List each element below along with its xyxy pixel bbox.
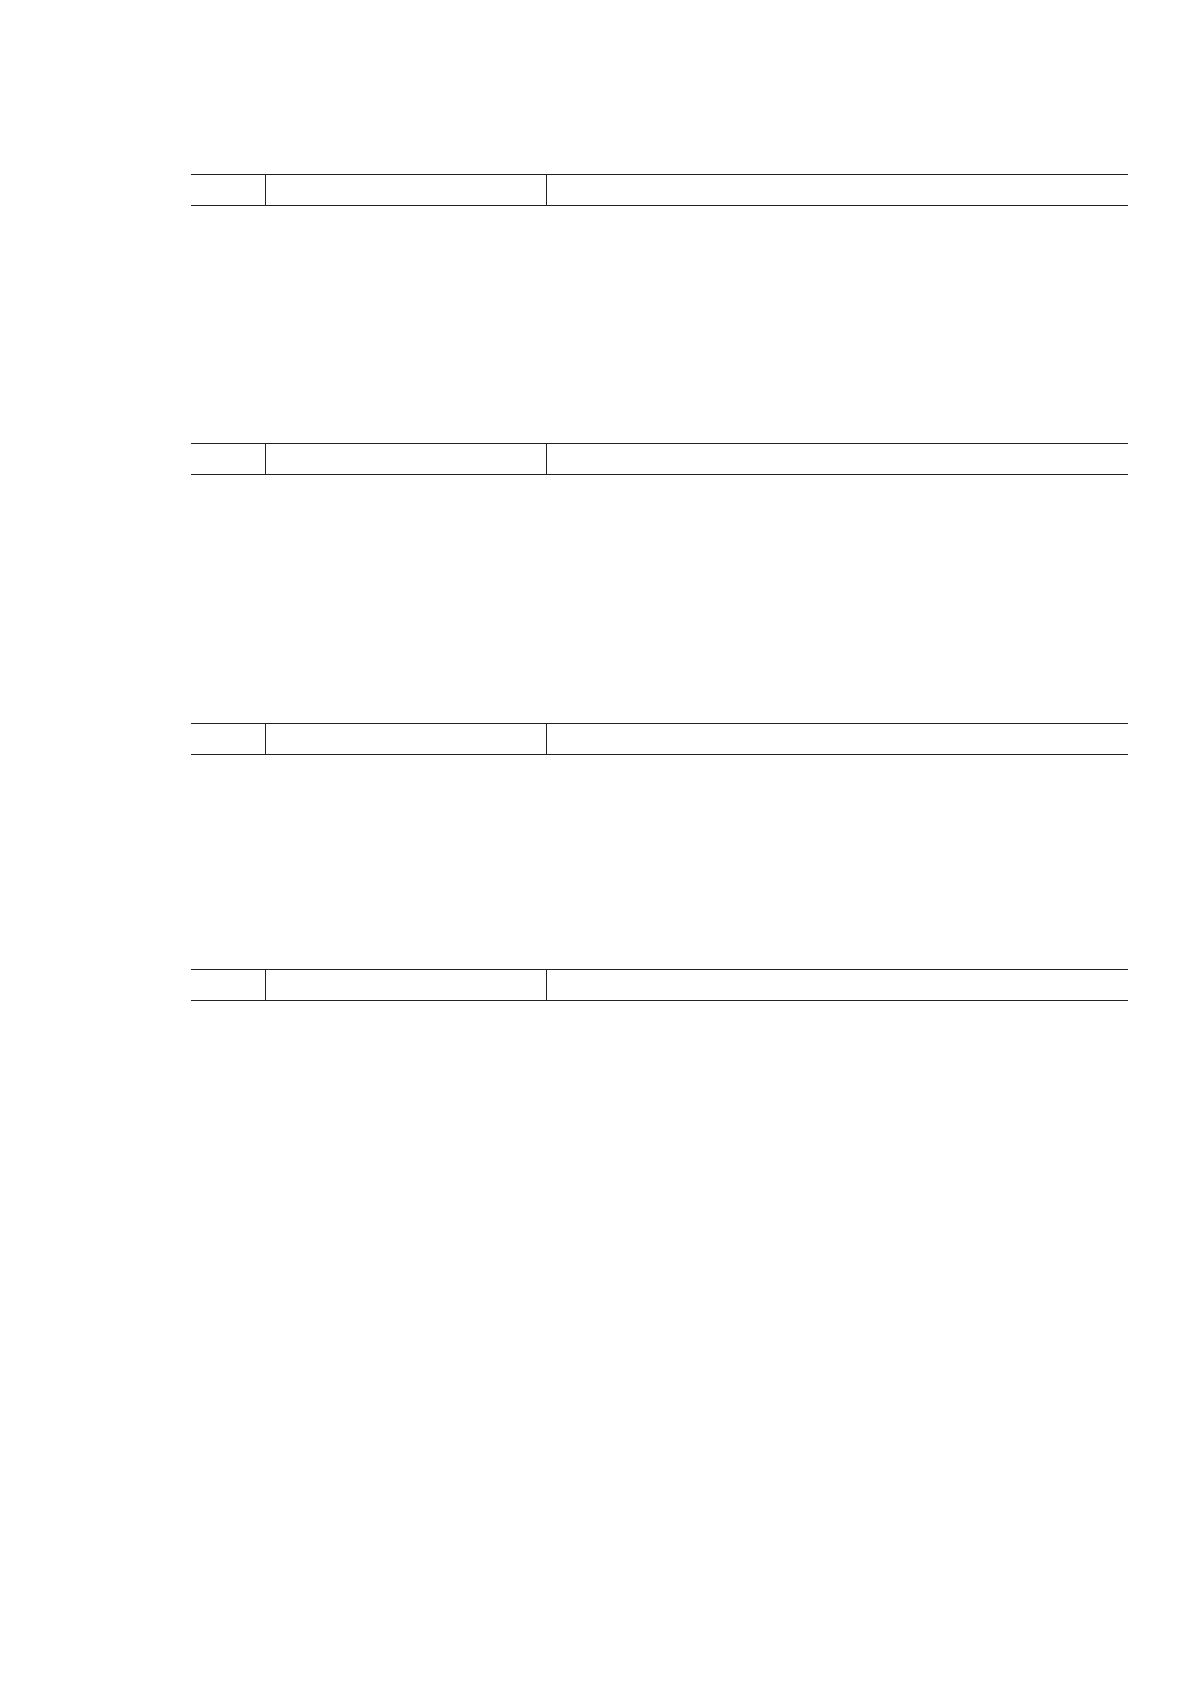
column-divider xyxy=(265,970,266,1000)
column-divider xyxy=(546,175,547,205)
column-divider xyxy=(546,724,547,754)
column-divider xyxy=(265,724,266,754)
table-header xyxy=(191,723,1128,755)
table-4 xyxy=(191,969,1128,1031)
table-1 xyxy=(191,174,1128,210)
table-2 xyxy=(191,443,1128,479)
table-header xyxy=(191,174,1128,206)
column-divider xyxy=(546,444,547,474)
column-divider xyxy=(265,444,266,474)
table-header xyxy=(191,443,1128,475)
column-divider xyxy=(265,175,266,205)
table-3 xyxy=(191,723,1128,759)
table-header xyxy=(191,969,1128,1001)
column-divider xyxy=(546,970,547,1000)
